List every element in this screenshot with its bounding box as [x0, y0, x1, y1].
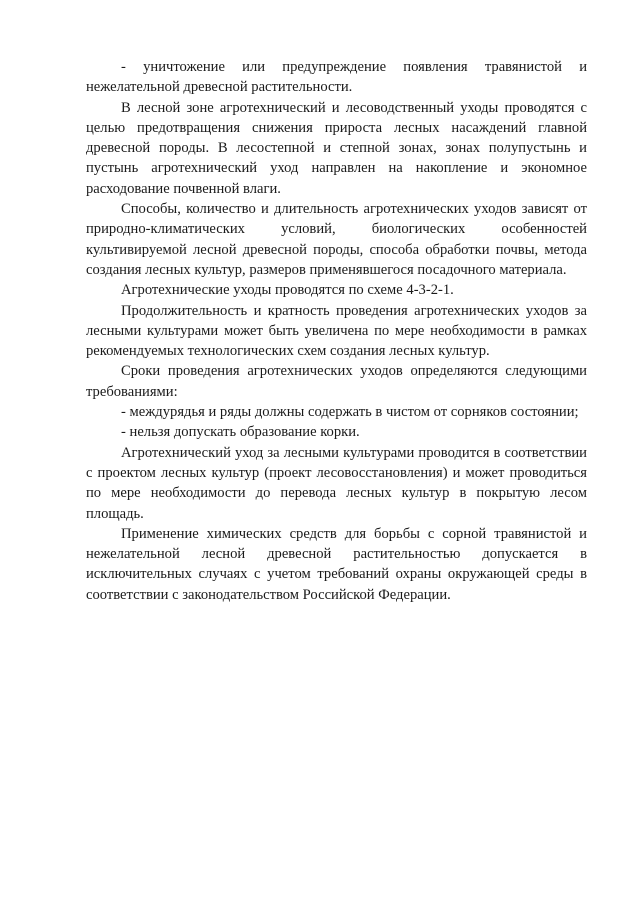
paragraph-care-methods: Способы, количество и длительность агротехнических уходов зависят от природно-климатических условий, биологических особенностей культивируемой лесной древесной породы, способа обработки почвы, метода создания лесных культур, размеров применявшегося посадочного материала. — [86, 201, 587, 278]
paragraph-forest-zone-care: В лесной зоне агротехнический и лесоводственный уходы проводятся с целью предотвращения снижения прироста лесных насаждений главной древесной породы. В лесостепной и степной зонах, зонах полупустынь и пустынь агротехнический уход направлен на накопление и экономное расходование почвенной влаги. — [86, 99, 587, 197]
document-body — [86, 57, 587, 605]
paragraph-removal-of-vegetation: - уничтожение или предупреждение появления травянистой и нежелательной древесной растительности. — [86, 59, 587, 96]
paragraph-care-scheme: Агротехнические уходы проводятся по схеме 4-3-2-1. — [121, 282, 454, 299]
paragraph-care-per-project: Агротехнический уход за лесными культурами проводится в соответствии с проектом лесных культур (проект лесовосстановления) и может проводиться по мере необходимости до перевода лесных культур в покрытую лесом площадь. — [86, 444, 587, 522]
list-item-no-crust: - нельзя допускать образование корки. — [121, 424, 360, 441]
paragraph-chemical-means: Применение химических средств для борьбы с сорной травянистой и нежелательной лесной древесной растительностью допускается в исключительных случаях с учетом требований охраны окружающей среды в соответствии с законодательством Российской Федерации. — [86, 525, 587, 603]
paragraph-care-duration: Продолжительность и кратность проведения агротехнических уходов за лесными культурами может быть увеличена по мере необходимости в рамках рекомендуемых технологических схем создания лесных культур. — [86, 302, 587, 360]
list-item-rows-clean: - междурядья и ряды должны содержать в чистом от сорняков состоянии; — [121, 404, 579, 421]
paragraph-care-timing-requirements: Сроки проведения агротехнических уходов определяются следующими требованиями: — [86, 363, 587, 400]
